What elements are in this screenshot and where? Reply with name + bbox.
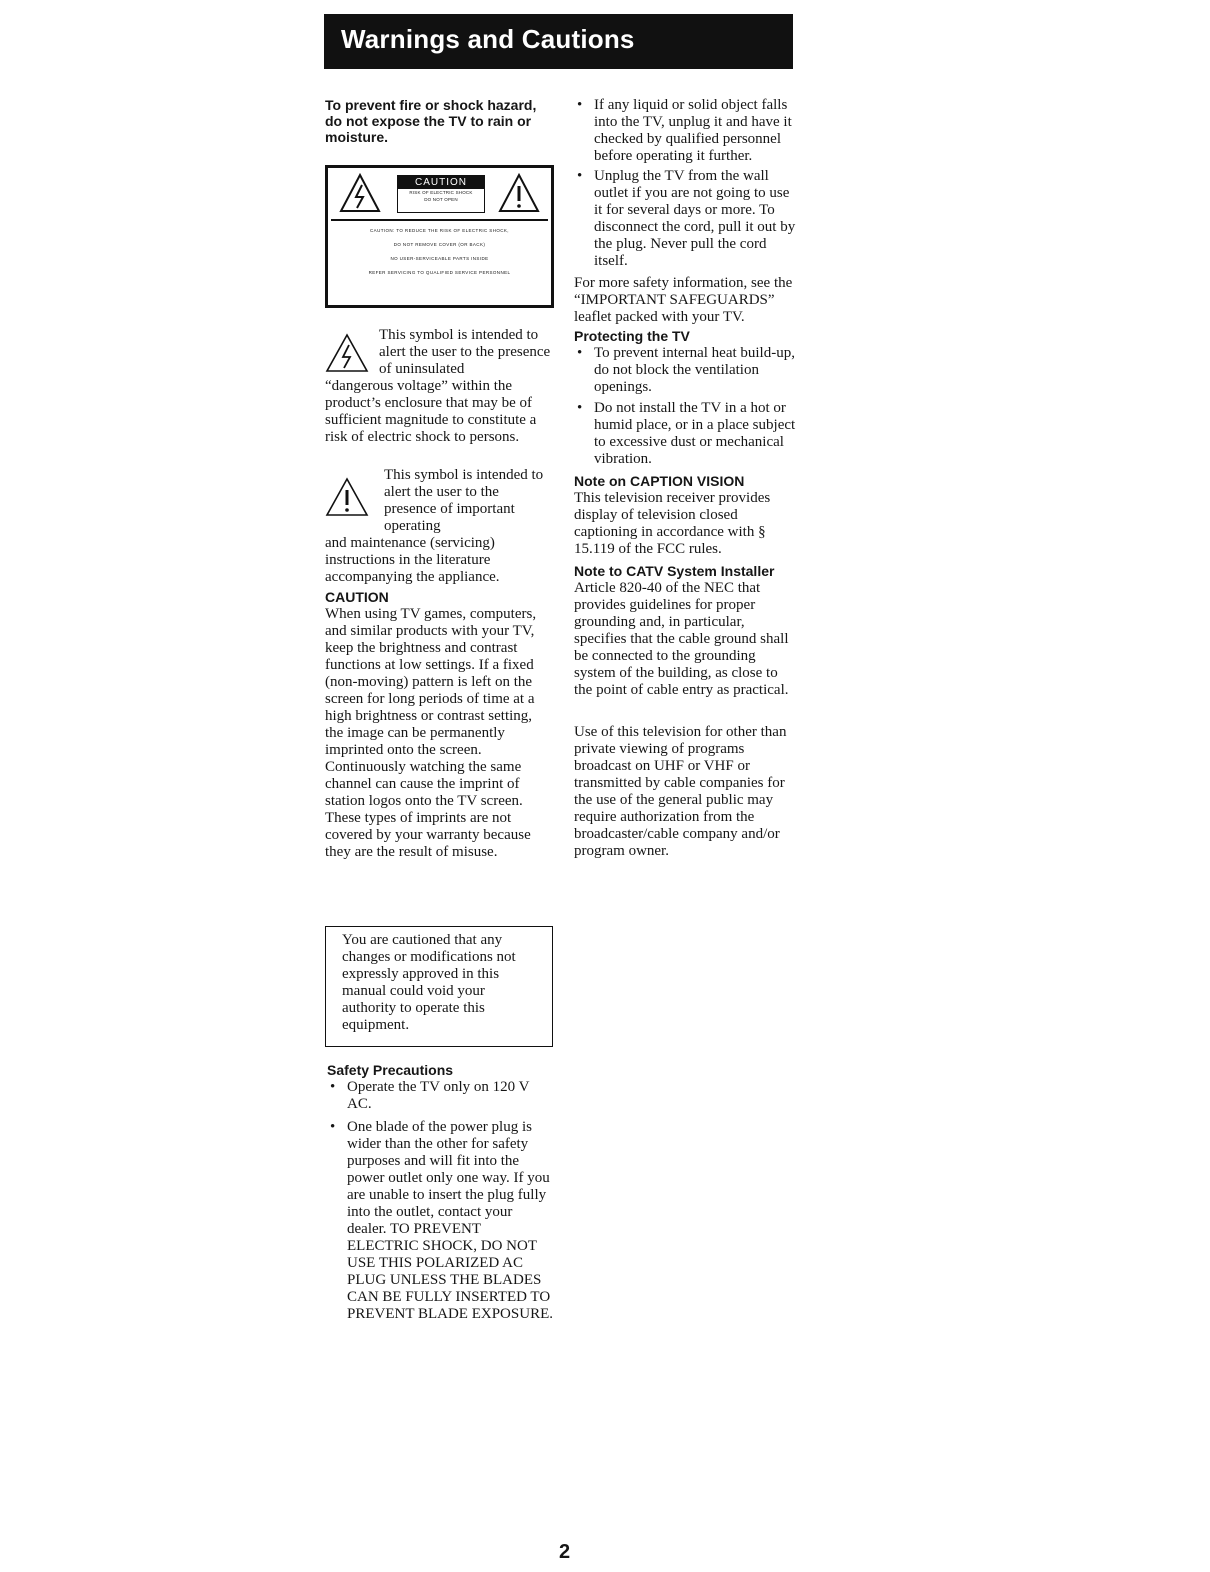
handling-item: • If any liquid or solid object falls into the TV, unplug it and have it checked by qualified personnel before operating it further. (574, 97, 798, 165)
lightning-symbol-text: This symbol is intended to alert the user to the presence of uninsulated (379, 327, 551, 377)
caution-label-small-2: DO NOT OPEN (424, 197, 458, 202)
caption-vision-heading: Note on CAPTION VISION (574, 473, 745, 489)
page-number: 2 (559, 1541, 571, 1563)
left-column (325, 97, 555, 1322)
caution-label-line-2: DO NOT REMOVE COVER (OR BACK) (393, 242, 486, 247)
safety-heading: Safety Precautions (327, 1062, 454, 1078)
caution-label-lines (336, 228, 543, 284)
safety-list (327, 1079, 555, 1323)
handling-list (574, 97, 798, 270)
modification-warning-box (325, 926, 553, 1047)
caution-body: When using TV games, computers, and similar products with your TV, keep the brightness and contrast functions at low settings. If a fixed (non-moving) pattern is left on the screen for long periods of time at a high brightness or contrast setting, the image can be permanently imprinted onto the screen. Continuously watching the same channel can cause the imprint of station logos onto the TV screen. These types of imprints are not covered by your warranty because they are the result of misuse. (325, 606, 537, 860)
caption-vision-body: This television receiver provides display of television closed captioning in accordance with § 15.119 of the FCC rules. (574, 490, 771, 557)
caution-heading: CAUTION (325, 589, 389, 605)
caution-label-top (331, 171, 548, 221)
intro-heading: To prevent fire or shock hazard, do not expose the TV to rain or moisture. (325, 97, 537, 145)
lightning-symbol-text-cont: “dangerous voltage” within the product’s enclosure that may be of sufficient magnitude to constitute a risk of electric shock to persons. (325, 378, 537, 445)
caution-label-center (397, 175, 485, 213)
right-column (574, 97, 798, 860)
more-info-text: For more safety information, see the “IMPORTANT SAFEGUARDS” leaflet packed with your TV. (574, 275, 793, 325)
handling-item: • Unplug the TV from the wall outlet if you are not going to use it for several days or more. To disconnect the cord, pull it out by the plug. Never pull the cord itself. (574, 168, 798, 270)
lightning-warning-icon (339, 173, 381, 213)
caution-label-line-1: CAUTION: TO REDUCE THE RISK OF ELECTRIC SHOCK, (370, 228, 509, 233)
exclamation-symbol-icon (325, 477, 369, 517)
safety-item: • One blade of the power plug is wider than the other for safety purposes and will fit into the power outlet only one way. If you are unable to insert the plug fully into the outlet, contact your dealer. TO PREVENT ELECTRIC SHOCK, DO NOT USE THIS POLARIZED AC PLUG UNLESS THE BLADES CAN BE FULLY INSERTED TO PREVENT BLADE EXPOSURE. (327, 1119, 555, 1323)
usage-notice: Use of this television for other than private viewing of programs broadcast on UHF or VHF or transmitted by cable companies for the use of the general public may require authorization from the broadcaster/cable company and/or program owner. (574, 724, 787, 859)
caution-label-line-3: NO USER-SERVICEABLE PARTS INSIDE (390, 256, 489, 261)
caution-label-caption: CAUTION (398, 176, 484, 189)
protecting-heading: Protecting the TV (574, 328, 690, 344)
protecting-list (574, 345, 798, 468)
catv-heading: Note to CATV System Installer (574, 563, 775, 579)
safety-section (327, 1062, 555, 1323)
protecting-item: • To prevent internal heat build-up, do not block the ventilation openings. (574, 345, 798, 396)
safety-item: • Operate the TV only on 120 V AC. (327, 1079, 555, 1113)
exclamation-symbol-text: This symbol is intended to alert the user to the presence of important operating (384, 467, 544, 534)
caution-section (325, 589, 551, 861)
caution-label-graphic (325, 165, 554, 308)
exclamation-symbol-text-cont: and maintenance (servicing) instructions in the literature accompanying the appliance. (325, 535, 500, 585)
caution-label-small-1: RISK OF ELECTRIC SHOCK (409, 190, 473, 195)
exclamation-warning-icon (498, 173, 540, 213)
protecting-item: • Do not install the TV in a hot or humid place, or in a place subject to excessive dust or mechanical vibration. (574, 400, 798, 468)
caution-label-line-4: REFER SERVICING TO QUALIFIED SERVICE PERSONNEL (368, 270, 511, 275)
page-title: Warnings and Cautions (341, 24, 635, 54)
lightning-symbol-icon (325, 333, 369, 373)
title-bar (324, 14, 793, 69)
modification-warning-text: You are cautioned that any changes or modifications not expressly approved in this manual could void your authority to operate this equipment. (342, 932, 516, 1033)
catv-body: Article 820-40 of the NEC that provides guidelines for proper grounding and, in particular, specifies that the cable ground shall be connected to the grounding system of the building, as close to the point of cable entry as practical. (574, 580, 789, 698)
